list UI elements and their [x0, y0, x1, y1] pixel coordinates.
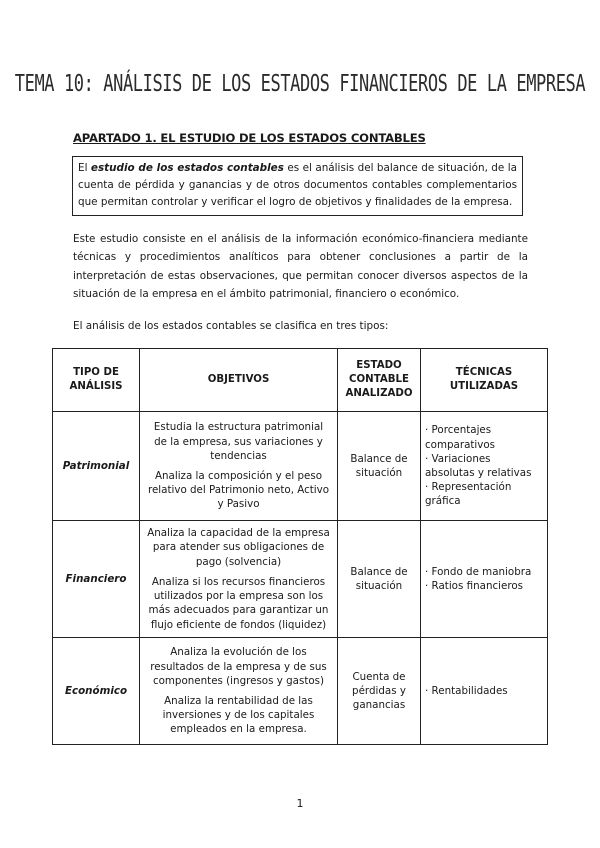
technique-item: · Rentabilidades	[425, 684, 508, 697]
row-statement: Cuenta de pérdidas y ganancias	[338, 638, 421, 745]
objective-text: Analiza la evolución de los resultados de la empresa y de sus componentes (ingresos y gastos)	[150, 646, 327, 687]
technique-item: · Porcentajes comparativos	[425, 424, 496, 451]
section-heading: APARTADO 1. EL ESTUDIO DE LOS ESTADOS CONTABLES	[73, 131, 426, 145]
definition-box	[72, 156, 523, 216]
row-objectives	[140, 521, 338, 638]
row-statement: Balance de situación	[338, 521, 421, 638]
row-statement: Balance de situación	[338, 412, 421, 521]
classification-paragraph: El análisis de los estados contables se clasifica en tres tipos:	[73, 320, 389, 332]
objective-text: Analiza la capacidad de la empresa para atender sus obligaciones de pago (solvencia)	[147, 527, 330, 568]
table-row	[53, 521, 548, 638]
header-tipo: TIPO DE ANÁLISIS	[53, 349, 140, 412]
row-techniques	[421, 412, 548, 521]
header-objetivos: OBJETIVOS	[140, 349, 338, 412]
intro-paragraph: Este estudio consiste en el análisis de la información económico-financiera mediante técnicas y procedimientos analíticos para obtener conclusiones a partir de la interpretación de estas observaciones, que permitan conocer diversos aspectos de la situación de la empresa en el ámbito patrimonial, financiero o económico.	[73, 233, 528, 300]
row-techniques	[421, 638, 548, 745]
row-objectives	[140, 638, 338, 745]
row-type: Patrimonial	[53, 412, 140, 521]
table-header-row	[53, 349, 548, 412]
objective-text: Estudia la estructura patrimonial de la empresa, sus variaciones y tendencias	[153, 421, 324, 462]
objective-text: Analiza la composición y el peso relativo del Patrimonio neto, Activo y Pasivo	[147, 470, 330, 511]
objective-text: Analiza si los recursos financieros utilizados por la empresa son los más adecuados para garantizar un flujo eficiente de fondos (liquidez)	[148, 575, 329, 631]
row-objectives	[140, 412, 338, 521]
objective-text: Analiza la rentabilidad de las inversiones y de los capitales empleados en la empresa.	[162, 695, 315, 736]
row-type: Financiero	[53, 521, 140, 638]
row-type: Económico	[53, 638, 140, 745]
technique-item: · Variaciones absolutas y relativas	[425, 452, 532, 479]
row-techniques	[421, 521, 548, 638]
technique-item: · Ratios financieros	[425, 580, 523, 592]
table-row	[53, 638, 548, 745]
technique-item: · Representación gráfica	[425, 481, 512, 508]
header-estado: ESTADO CONTABLE ANALIZADO	[338, 349, 421, 412]
header-tecnicas: TÉCNICAS UTILIZADAS	[421, 349, 548, 412]
table-row	[53, 412, 548, 521]
definition-text: es el análisis del balance de situación, de la cuenta de pérdida y ganancias y de otros documentos contables complementarios que permitan controlar y verificar el logro de objetivos y finalidades de la empresa.	[78, 162, 517, 208]
analysis-types-table	[52, 348, 548, 745]
definition-term: estudio de los estados contables	[90, 162, 284, 174]
definition-lead: El	[78, 162, 88, 174]
page-title: TEMA 10: ANÁLISIS DE LOS ESTADOS FINANCIEROS DE LA EMPRESA	[14, 70, 586, 98]
technique-item: · Fondo de maniobra	[425, 565, 532, 578]
page-number: 1	[296, 797, 304, 810]
